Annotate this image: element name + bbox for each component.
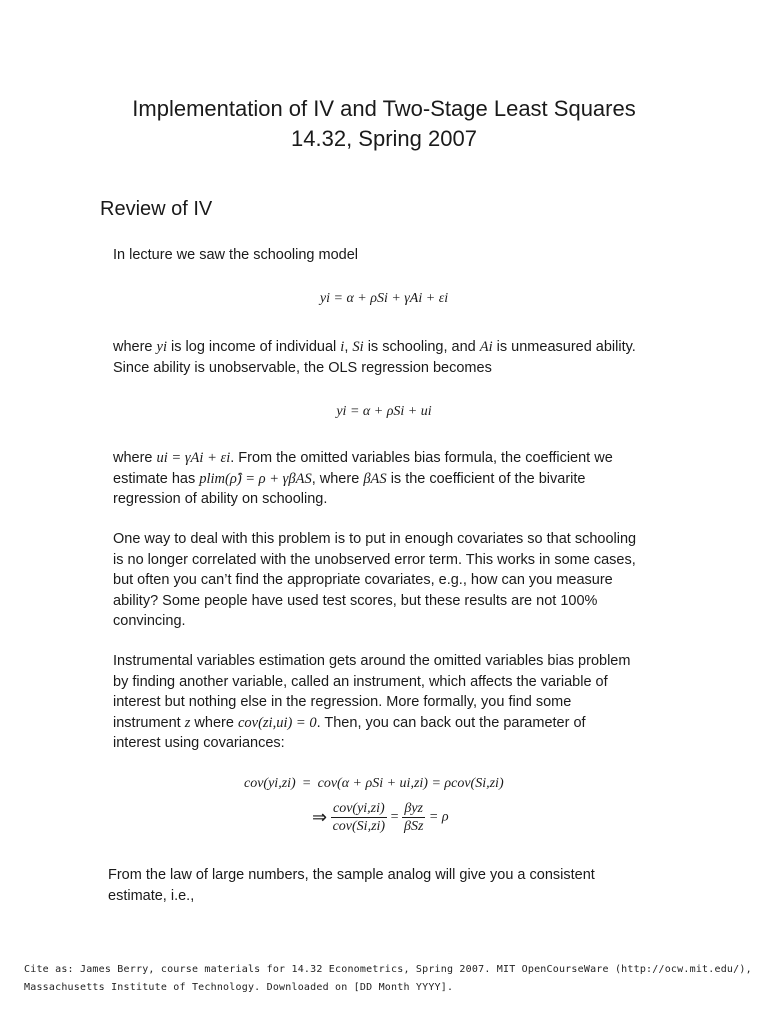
math-cov-zu: cov(zi,ui) = 0	[237, 714, 317, 731]
citation-line-1: Cite as: James Berry, course materials for 14.32 Econometrics, Spring 2007. MIT OpenCourseWare (http://ocw.mit.edu/),	[24, 964, 752, 975]
fraction-cov-ratio: $\frac{\text{cov(yi,zi)}}{\text{cov(Si,zi)}}$	[332, 801, 386, 834]
paragraph-covariates: One way to deal with this problem is to put in enough covariates so that schooling is no longer correlated with the unobserved error term. This works in some cases, but often you can’t find the appropriate covariates, e.g., how can you measure ability? Some people have used test scores, but these results are not 100% convincing.	[113, 531, 637, 629]
paragraph-definitions: where yi is log income of individual i, Si is schooling, and Ai is unmeasured ability. Since ability is unobservable, the OLS regression becomes	[113, 339, 636, 376]
intro-text: In lecture we saw the schooling model	[113, 247, 359, 263]
math-plim: plim(ρ̂) = ρ + γβAS	[199, 470, 312, 487]
equation-schooling-model: yi = α + ρSi + γAi + εi	[319, 291, 449, 306]
paragraph-law-of-large-numbers: From the law of large numbers, the sample analog will give you a consistent estimate, i.e.,	[108, 867, 595, 904]
math-si: Si	[352, 339, 364, 355]
section-heading: Review of IV	[100, 198, 213, 220]
math-yi: yi	[156, 339, 167, 355]
title-line-2: 14.32, Spring 2007	[291, 126, 477, 151]
math-ui: ui = γAi + εi	[156, 450, 231, 466]
equation-covariance: cov(yi,zi) = cov(α + ρSi + ui,zi) = ρcov(Si,zi)	[244, 776, 504, 791]
equation-ols-regression: yi = α + ρSi + ui	[336, 404, 432, 419]
math-i: i	[340, 339, 345, 355]
citation-line-2: Massachusetts Institute of Technology. Downloaded on [DD Month YYYY].	[24, 982, 454, 993]
title-line-1: Implementation of IV and Two-Stage Least Squares	[132, 96, 636, 121]
paragraph-omitted-variables: where ui = γAi + εi. From the omitted variables bias formula, the coefficient we estimate has plim(ρ̂) = ρ + γβAS, where βAS is the coefficient of the bivarite regression of ability on schooling.	[113, 450, 613, 507]
math-z: z	[184, 714, 191, 731]
math-beta-as: βAS	[363, 470, 387, 487]
citation-footer	[24, 961, 754, 997]
fraction-beta-ratio: $\frac{\text{βyz}}{\text{βSz}}$	[403, 801, 424, 834]
paragraph-instrumental-variables: Instrumental variables estimation gets around the omitted variables bias problem by finding another variable, called an instrument, which affects the variable of interest but nothing else in the regression. More formally, you find some instrument z where cov(zi,ui) = 0. Then, you can back out the parameter of interest using covariances:	[113, 653, 631, 751]
math-ai: Ai	[479, 339, 493, 355]
equation-iv-ratio: ⇒ $\frac{\text{cov(yi,zi)}}{\text{cov(Si,zi)}}$ = $\frac{\text{βyz}}{\text{βSz}}$ = ρ	[312, 801, 449, 834]
document-title	[0, 94, 768, 154]
